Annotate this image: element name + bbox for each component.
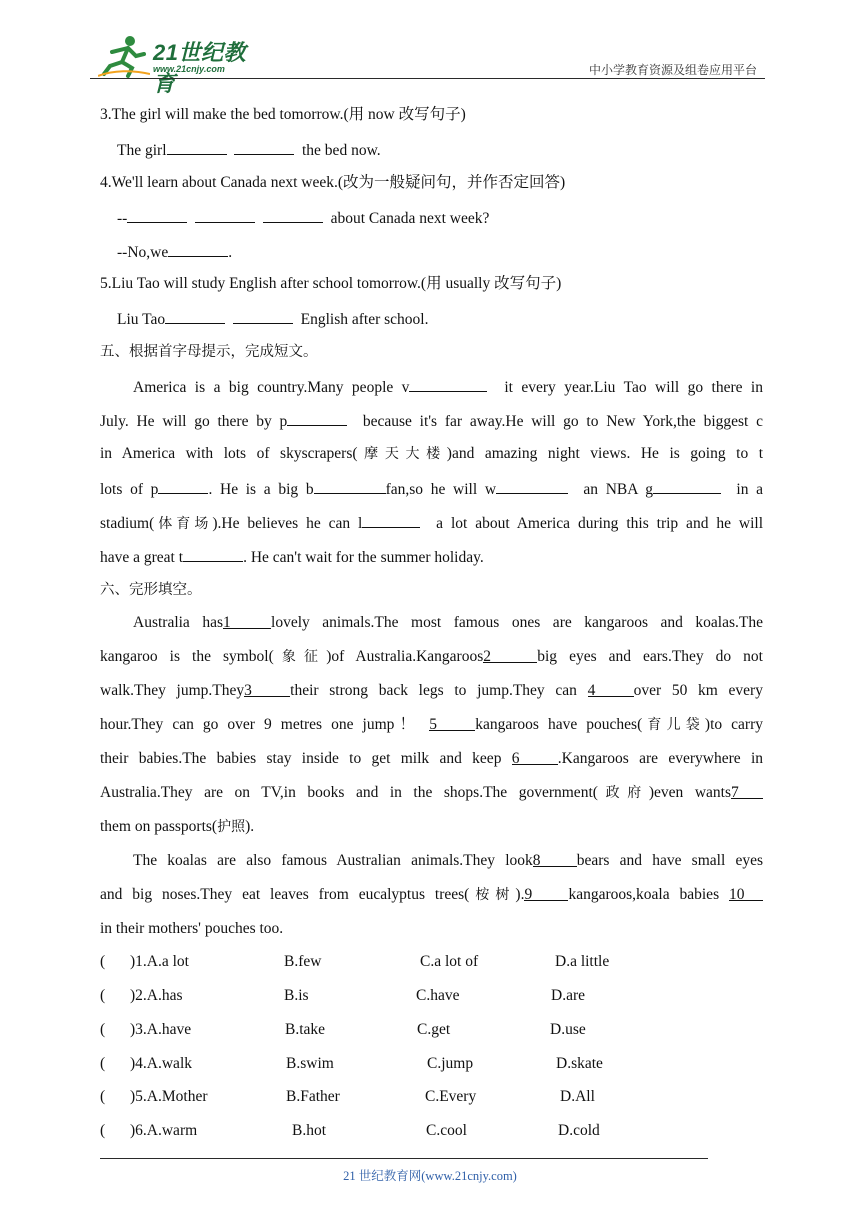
section-5-line-4: lots of p . He is a big b fan,so he will w an NBA g in a bbox=[100, 478, 763, 500]
option-b: B.Father bbox=[286, 1088, 340, 1105]
blank-9: 9 bbox=[524, 885, 568, 901]
section-5-line-3: in America with lots of skyscrapers(摩天大楼)and amazing night views. He is going to t bbox=[100, 445, 764, 462]
section-6-title: 六、完形填空。 bbox=[100, 582, 202, 598]
passage-line-1: Australia has1 lovely animals.The most famous ones are kangaroos and koalas.The bbox=[133, 614, 763, 631]
option-d: D.All bbox=[560, 1088, 595, 1105]
option-c: C.cool bbox=[426, 1122, 467, 1139]
question-5-prompt: 5.Liu Tao will study English after school tomorrow.(用 usually 改写句子) bbox=[100, 275, 562, 292]
option-b: B.swim bbox=[286, 1055, 334, 1072]
question-3-answer: The girl the bed now. bbox=[117, 139, 381, 161]
section-5-line-5: stadium(体育场).He believes he can l a lot about America during this trip and he will bbox=[100, 512, 763, 534]
blank-5: 5 bbox=[429, 715, 475, 731]
passage-line-5: their babies.The babies stay inside to get milk and keep 6 .Kangaroos are everywhere in bbox=[100, 750, 764, 767]
section-5-line-1: America is a big country.Many people v it every year.Liu Tao will go there in bbox=[100, 376, 763, 398]
option-d: D.cold bbox=[558, 1122, 600, 1139]
page-header bbox=[90, 28, 765, 96]
blank-6: 6 bbox=[512, 749, 558, 765]
option-d: D.are bbox=[551, 987, 585, 1004]
option-d: D.a little bbox=[555, 953, 610, 970]
passage-line-9: and big noses.They eat leaves from eucalyptus trees(桉树).9 kangaroos,koala babies 10 bbox=[100, 885, 763, 905]
passage-line-10: in their mothers' pouches too. bbox=[100, 920, 284, 937]
blank-7: 7 bbox=[731, 783, 763, 799]
passage-line-2: kangaroo is the symbol(象征)of Australia.Kangaroos2 big eyes and ears.They do not bbox=[100, 648, 763, 665]
section-5-line-2: July. He will go there by p because it's far away.He will go to New York,the biggest c bbox=[100, 410, 763, 432]
option-c: C.have bbox=[416, 987, 460, 1004]
logo-url: www.21cnjy.com bbox=[153, 64, 225, 74]
passage-line-8: The koalas are also famous Australian animals.They look8 bears and have small eyes bbox=[133, 852, 763, 869]
blank-10: 10 bbox=[729, 885, 763, 901]
option-b: B.take bbox=[285, 1021, 326, 1038]
blank-4: 4 bbox=[588, 681, 634, 697]
passage-line-3: walk.They jump.They3 their strong back legs to jump.They can 4 over 50 km every bbox=[100, 682, 763, 699]
option-c: C.get bbox=[417, 1021, 451, 1038]
question-3-prompt: 3.The girl will make the bed tomorrow.(用 now 改写句子) bbox=[100, 106, 466, 123]
footer-link[interactable]: 21 世纪教育网(www.21cnjy.com) bbox=[343, 1169, 517, 1183]
option-c: C.jump bbox=[427, 1055, 474, 1072]
blank-8: 8 bbox=[533, 851, 577, 867]
option-b: B.few bbox=[284, 953, 322, 970]
blank-2: 2 bbox=[483, 647, 537, 663]
passage-line-6: Australia.They are on TV,in books and in the shops.The government(政府)even wants7 bbox=[100, 783, 763, 803]
blank-3: 3 bbox=[244, 681, 290, 697]
option-d: D.skate bbox=[556, 1055, 603, 1072]
option-b: B.is bbox=[284, 987, 309, 1004]
platform-name: 中小学教育资源及组卷应用平台 bbox=[588, 63, 757, 77]
section-5-line-6: have a great t . He can't wait for the summer holiday. bbox=[100, 546, 484, 568]
header-divider bbox=[90, 78, 765, 79]
site-logo bbox=[98, 34, 268, 96]
question-5-answer: Liu Tao English after school. bbox=[117, 308, 429, 330]
runner-icon bbox=[98, 34, 150, 78]
blank-1: 1 bbox=[223, 613, 271, 629]
section-5-title: 五、根据首字母提示，完成短文。 bbox=[100, 344, 318, 360]
question-4-prompt: 4.We'll learn about Canada next week.(改为一般疑问句，并作否定回答) bbox=[100, 174, 566, 191]
logo-text: 21世纪教育 bbox=[153, 40, 246, 96]
option-c: C.Every bbox=[425, 1088, 477, 1105]
option-c: C.a lot of bbox=[420, 953, 479, 970]
option-b: B.hot bbox=[292, 1122, 327, 1139]
passage-line-7: them on passports(护照). bbox=[100, 818, 255, 835]
question-4-answer: --No,we . bbox=[117, 241, 232, 263]
footer-divider bbox=[100, 1158, 708, 1159]
question-4-question: -- about Canada next week? bbox=[117, 207, 489, 229]
option-d: D.use bbox=[550, 1021, 586, 1038]
passage-line-4: hour.They can go over 9 metres one jump！ 5 kangaroos have pouches(育儿袋)to carry bbox=[100, 716, 764, 733]
